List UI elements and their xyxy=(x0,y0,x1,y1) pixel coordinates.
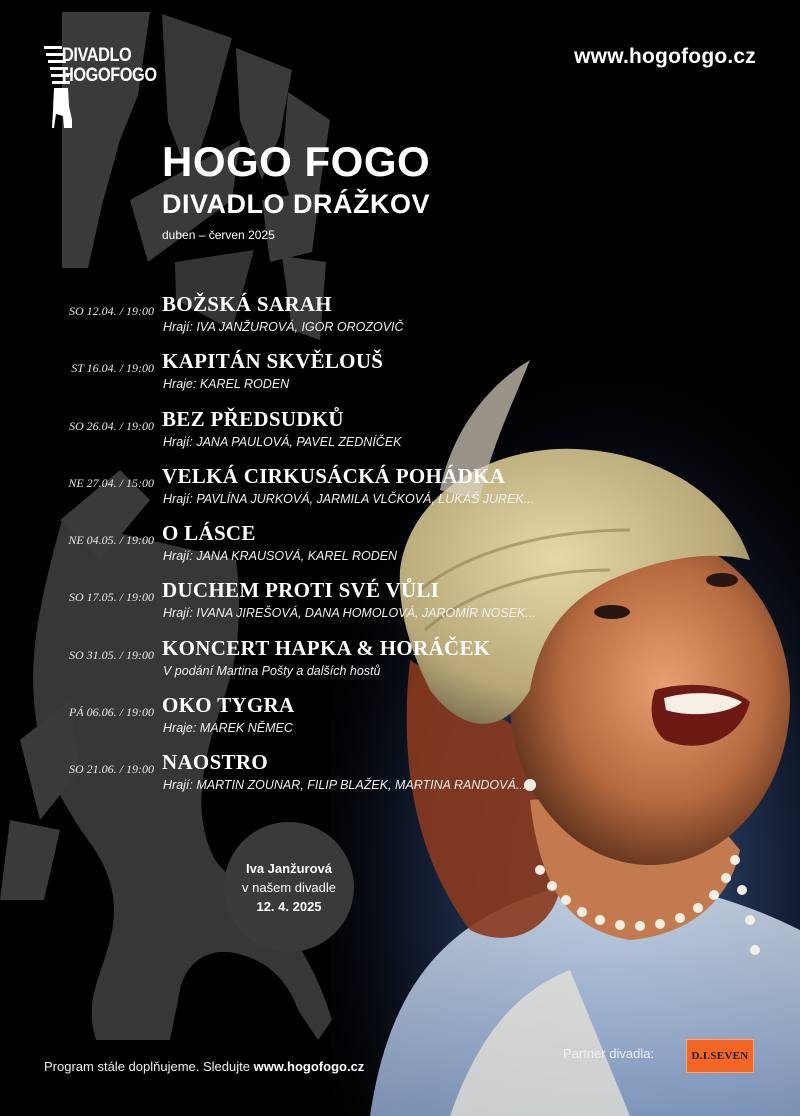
season-period: duben – červen 2025 xyxy=(162,228,275,242)
highlight-text: v našem divadle xyxy=(242,879,336,895)
program-row[interactable] xyxy=(0,464,620,521)
show-cast: Hrají: JANA PAULOVÁ, PAVEL ZEDNÍČEK xyxy=(163,434,402,449)
performance-date: ST 16.04. / 19:00 xyxy=(71,361,154,376)
show-title: OKO TYGRA xyxy=(162,693,295,718)
highlight-date: 12. 4. 2025 xyxy=(256,898,322,914)
show-cast: V podání Martina Pošty a dalších hostů xyxy=(163,663,381,678)
program-row[interactable] xyxy=(0,636,620,693)
logo-line-hogofogo: HOGOFOGO xyxy=(62,65,157,86)
highlight-name: Iva Janžurová xyxy=(246,860,332,876)
show-title: KONCERT HAPKA & HORÁČEK xyxy=(162,635,491,660)
show-title: VELKÁ CIRKUSÁCKÁ POHÁDKA xyxy=(162,463,506,488)
logo-wordmark xyxy=(62,46,157,86)
performance-date: SO 31.05. / 19:00 xyxy=(69,647,154,662)
show-title: KAPITÁN SKVĚLOUŠ xyxy=(162,349,384,374)
divadlo-hogofogo-logo[interactable] xyxy=(42,44,157,134)
show-cast: Hrají: IVANA JIREŠOVÁ, DANA HOMOLOVÁ, JAROMÍR NOSEK... xyxy=(163,606,536,621)
program-row[interactable] xyxy=(0,693,620,750)
partner-label: Partner divadla: xyxy=(563,1046,655,1061)
show-cast: Hraje: MAREK NĚMEC xyxy=(163,721,293,736)
show-cast: Hrají: IVA JANŽUROVÁ, IGOR OROZOVIČ xyxy=(163,320,404,334)
program-row[interactable] xyxy=(0,407,620,464)
program-row[interactable] xyxy=(0,750,620,807)
footer-note xyxy=(44,1059,364,1074)
poster-subtitle: DIVADLO DRÁŽKOV xyxy=(162,189,430,219)
partner-logo[interactable] xyxy=(686,1039,754,1073)
show-title: BEZ PŘEDSUDKŮ xyxy=(162,406,344,431)
performance-date: SO 12.04. / 19:00 xyxy=(69,304,154,318)
logo-line-divadlo: DIVADLO xyxy=(62,45,132,66)
program-list xyxy=(0,292,620,808)
partner-logo-text: D.I.SEVEN xyxy=(691,1050,749,1062)
program-row[interactable] xyxy=(0,521,620,578)
show-title: O LÁSCE xyxy=(162,521,256,546)
show-title: DUCHEM PROTI SVÉ VŮLI xyxy=(162,578,440,603)
performance-date: SO 17.05. / 19:00 xyxy=(69,590,154,605)
show-cast: Hrají: MARTIN ZOUNAR, FILIP BLAŽEK, MARTINA RANDOVÁ... xyxy=(163,778,527,793)
program-row[interactable] xyxy=(0,292,620,349)
footer-note-text: Program stále doplňujeme. Sledujte xyxy=(44,1059,250,1074)
performance-date: NE 04.05. / 19:00 xyxy=(68,533,154,548)
performance-date: NE 27.04. / 15:00 xyxy=(68,475,154,490)
show-cast: Hrají: PAVLÍNA JURKOVÁ, JARMILA VLČKOVÁ, LUKÁŠ JUREK... xyxy=(163,491,535,506)
program-row[interactable] xyxy=(0,578,620,635)
poster-title: HOGO FOGO xyxy=(162,138,431,185)
program-row[interactable] xyxy=(0,349,620,406)
performance-date: SO 26.04. / 19:00 xyxy=(69,418,154,433)
highlight-badge xyxy=(224,822,354,952)
website-link[interactable]: www.hogofogo.cz xyxy=(574,45,756,68)
footer-website-link[interactable]: www.hogofogo.cz xyxy=(253,1059,365,1074)
show-cast: Hrají: JANA KRAUSOVÁ, KAREL RODEN xyxy=(163,549,398,564)
performance-date: SO 21.06. / 19:00 xyxy=(69,762,154,777)
show-title: BOŽSKÁ SARAH xyxy=(162,292,332,316)
show-title: NAOSTRO xyxy=(162,750,268,775)
show-cast: Hraje: KAREL RODEN xyxy=(163,377,290,392)
performance-date: PÁ 06.06. / 19:00 xyxy=(69,705,154,720)
